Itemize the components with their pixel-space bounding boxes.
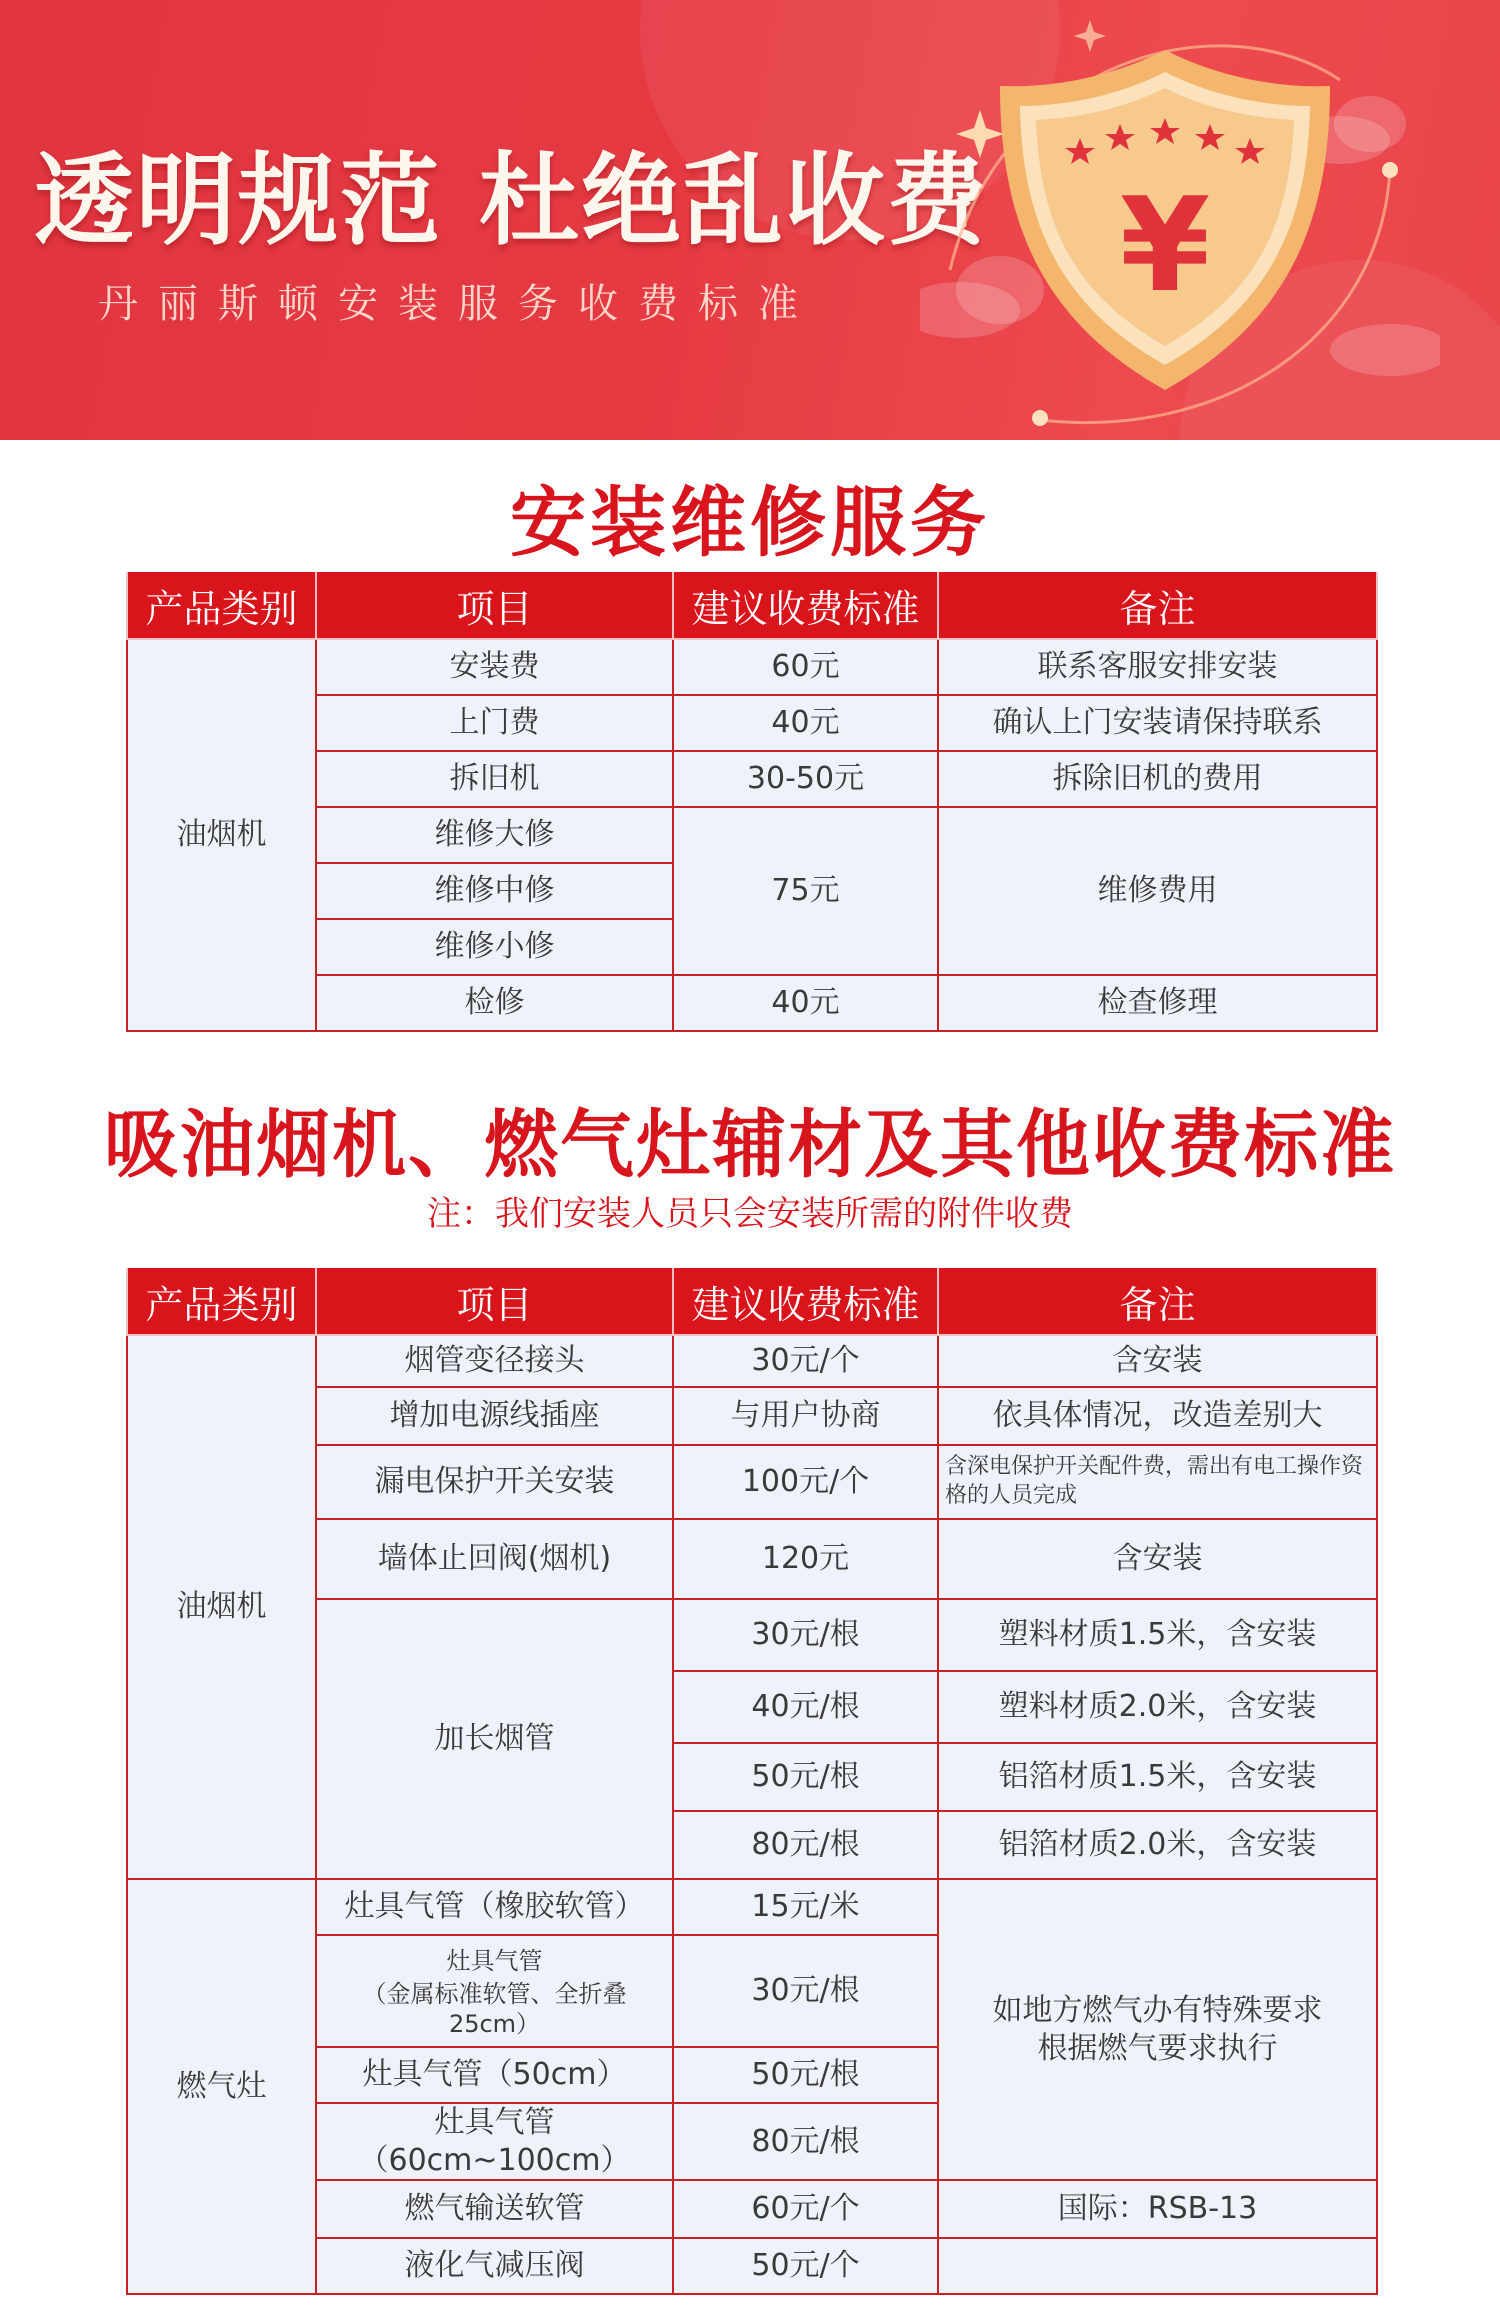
price-cell: 60元 xyxy=(673,639,938,695)
header-price: 建议收费标准 xyxy=(673,1268,938,1335)
note-cell: 塑料材质1.5米，含安装 xyxy=(938,1599,1377,1671)
category-cell: 油烟机 xyxy=(127,1335,316,1879)
note-cell xyxy=(938,2238,1377,2294)
item-cell: 上门费 xyxy=(316,695,673,751)
table-row xyxy=(127,1335,1377,1387)
merged-note-line: 根据燃气要求执行 xyxy=(1037,2030,1278,2066)
price-cell: 30-50元 xyxy=(673,751,938,807)
banner-title: 透明规范 杜绝乱收费 xyxy=(34,142,989,259)
header-price: 建议收费标准 xyxy=(673,572,938,639)
item-cell: 拆旧机 xyxy=(316,751,673,807)
price-cell: 80元/根 xyxy=(673,1811,938,1879)
section-title-install: 安装维修服务 xyxy=(510,478,990,567)
note-cell: 联系客服安排安装 xyxy=(938,639,1377,695)
item-cell: 维修中修 xyxy=(316,863,673,919)
price-cell: 30元/根 xyxy=(673,1599,938,1671)
item-cell: 灶具气管（60cm~100cm） xyxy=(316,2103,673,2180)
item-cell: 增加电源线插座 xyxy=(316,1387,673,1445)
item-cell: 检修 xyxy=(316,975,673,1031)
note-cell: 确认上门安装请保持联系 xyxy=(938,695,1377,751)
banner xyxy=(0,0,1500,440)
table-row xyxy=(127,639,1377,695)
header-item: 项目 xyxy=(316,1268,673,1335)
note-cell: 铝箔材质2.0米，含安装 xyxy=(938,1811,1377,1879)
merged-note-line: 如地方燃气办有特殊要求 xyxy=(992,1993,1323,2028)
note-cell: 检查修理 xyxy=(938,975,1377,1031)
price-cell: 75元 xyxy=(673,807,938,975)
price-cell: 15元/米 xyxy=(673,1879,938,1935)
price-cell: 30元/个 xyxy=(673,1335,938,1387)
item-cell: 维修小修 xyxy=(316,919,673,975)
price-cell: 30元/根 xyxy=(673,1935,938,2047)
header-item: 项目 xyxy=(316,572,673,639)
install-fee-table xyxy=(126,572,1378,1032)
item-cell: 漏电保护开关安装 xyxy=(316,1445,673,1519)
price-cell: 50元/个 xyxy=(673,2238,938,2294)
item-cell: 墙体止回阀(烟机) xyxy=(316,1519,673,1599)
note-cell xyxy=(938,1445,1377,1519)
price-cell: 50元/根 xyxy=(673,2047,938,2103)
price-cell: 与用户协商 xyxy=(673,1387,938,1445)
item-cell: 烟管变径接头 xyxy=(316,1335,673,1387)
item-line: （金属标准软管、全折叠25cm） xyxy=(362,1979,627,2038)
price-cell: 50元/根 xyxy=(673,1743,938,1811)
price-cell: 40元 xyxy=(673,975,938,1031)
section-note: 注：我们安装人员只会安装所需的附件收费 xyxy=(427,1194,1073,1234)
note-cell: 含安装 xyxy=(938,1335,1377,1387)
accessory-fee-table xyxy=(126,1268,1378,2295)
banner-subtitle: 丹丽斯顿安装服务收费标准 xyxy=(98,281,818,327)
note-cell: 维修费用 xyxy=(938,807,1377,975)
price-cell: 40元/根 xyxy=(673,1671,938,1743)
table-header-row xyxy=(127,1268,1377,1335)
item-cell: 灶具气管（橡胶软管） xyxy=(316,1879,673,1935)
svg-text:¥: ¥ xyxy=(1119,169,1211,321)
note-text: 含深电保护开关配件费，需出有电工操作资格的人员完成 xyxy=(945,1453,1364,1508)
price-cell: 40元 xyxy=(673,695,938,751)
item-cell: 液化气减压阀 xyxy=(316,2238,673,2294)
note-cell: 拆除旧机的费用 xyxy=(938,751,1377,807)
header-category: 产品类别 xyxy=(127,572,316,639)
item-cell: 灶具气管（50cm） xyxy=(316,2047,673,2103)
price-cell: 120元 xyxy=(673,1519,938,1599)
note-cell: 国际：RSB-13 xyxy=(938,2180,1377,2238)
note-cell: 依具体情况，改造差别大 xyxy=(938,1387,1377,1445)
table-row xyxy=(127,1879,1377,1935)
price-cell: 100元/个 xyxy=(673,1445,938,1519)
header-note: 备注 xyxy=(938,1268,1377,1335)
item-cell: 安装费 xyxy=(316,639,673,695)
note-cell: 铝箔材质1.5米，含安装 xyxy=(938,1743,1377,1811)
section-title-accessories: 吸油烟机、燃气灶辅材及其他收费标准 xyxy=(104,1102,1396,1188)
table-header-row xyxy=(127,572,1377,639)
header-note: 备注 xyxy=(938,572,1377,639)
item-cell: 加长烟管 xyxy=(316,1599,673,1879)
category-cell: 油烟机 xyxy=(127,639,316,1031)
item-cell: 维修大修 xyxy=(316,807,673,863)
header-category: 产品类别 xyxy=(127,1268,316,1335)
price-cell: 60元/个 xyxy=(673,2180,938,2238)
category-cell: 燃气灶 xyxy=(127,1879,316,2294)
note-cell: 含安装 xyxy=(938,1519,1377,1599)
item-cell xyxy=(316,1935,673,2047)
price-cell: 80元/根 xyxy=(673,2103,938,2180)
note-cell: 塑料材质2.0米，含安装 xyxy=(938,1671,1377,1743)
note-cell xyxy=(938,1879,1377,2180)
item-line: 灶具气管 xyxy=(446,1947,543,1975)
shield-icon xyxy=(920,20,1440,440)
item-cell: 燃气输送软管 xyxy=(316,2180,673,2238)
